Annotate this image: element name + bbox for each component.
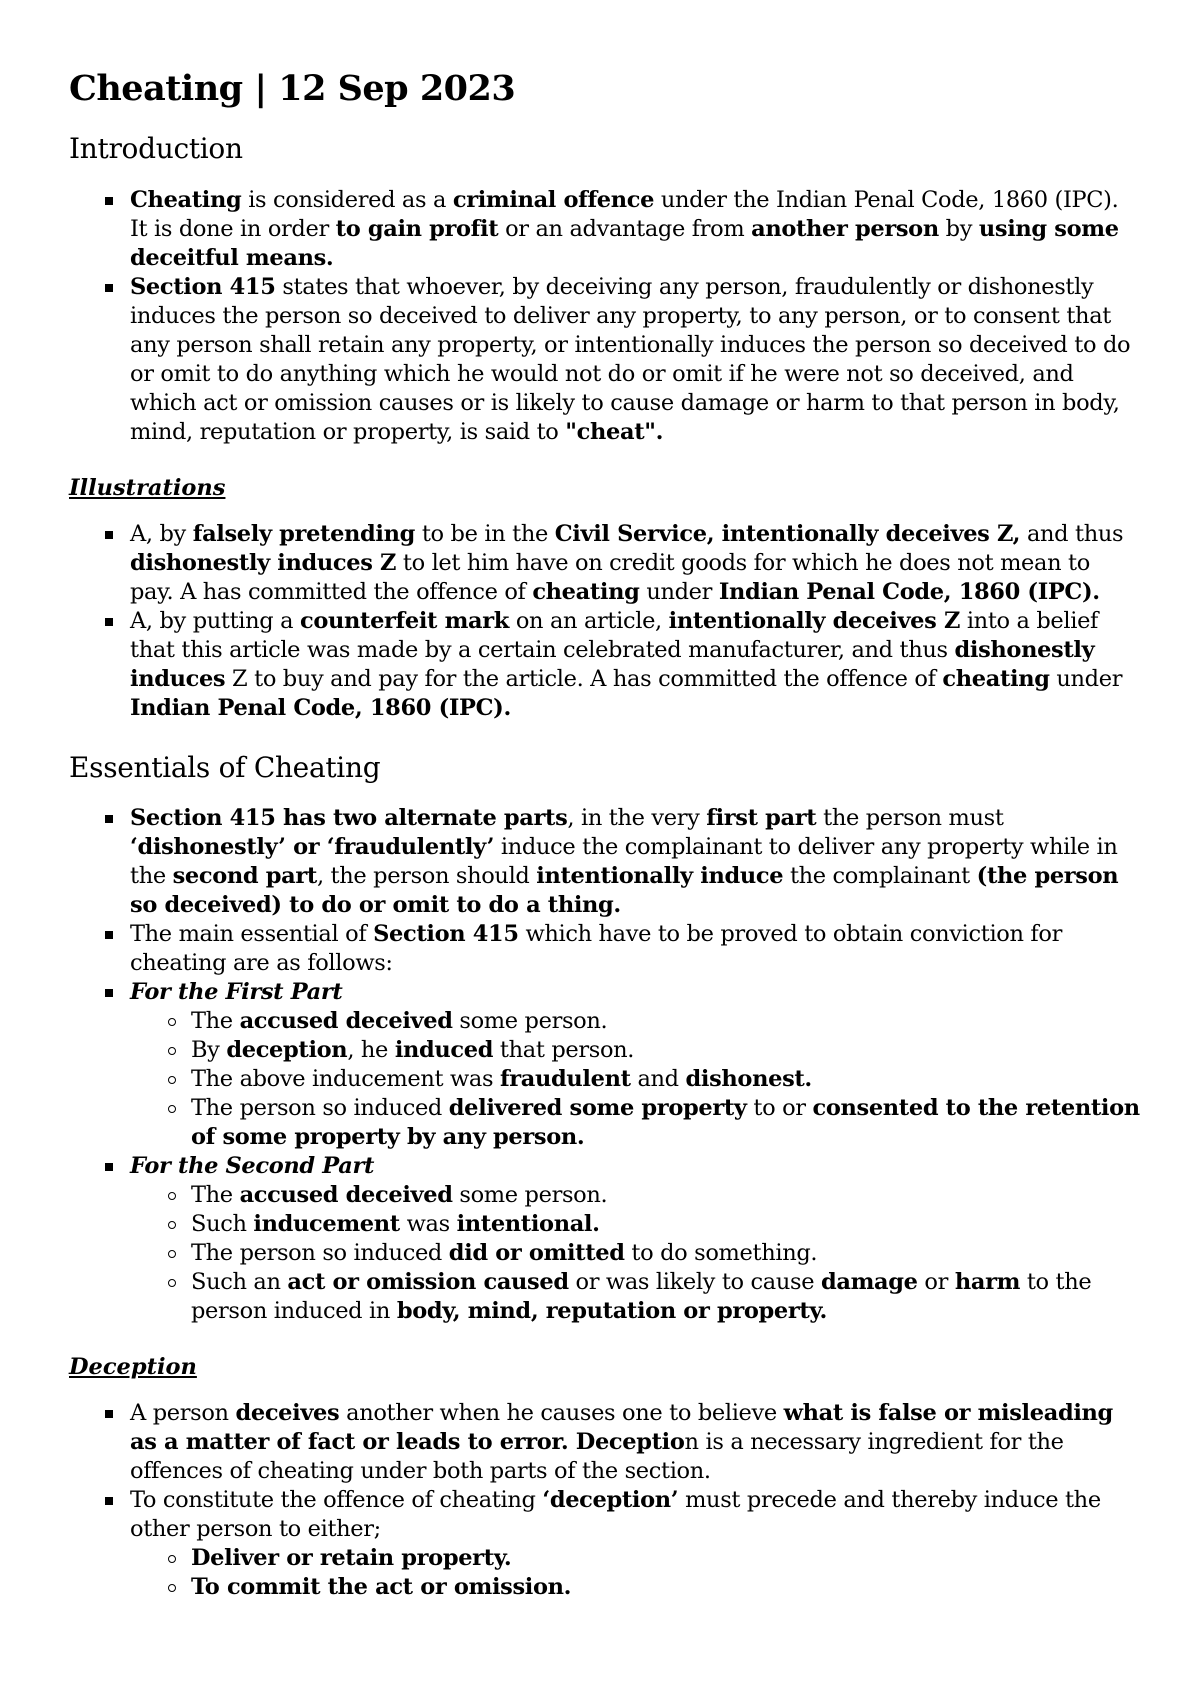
list-item bbox=[69, 1152, 1140, 1326]
text-run: was bbox=[399, 1211, 457, 1238]
text-run: the complainant bbox=[783, 863, 977, 890]
text-run: another person bbox=[751, 215, 939, 242]
text-run: dishonestly induces bbox=[130, 636, 1095, 692]
text-run: The bbox=[191, 1182, 240, 1209]
sub-list-item bbox=[130, 1007, 1140, 1036]
list-item bbox=[69, 520, 1140, 607]
list-item bbox=[69, 804, 1140, 920]
list-item bbox=[69, 1399, 1140, 1486]
second-part-list bbox=[130, 1181, 1140, 1326]
text-run: must precede and thereby induce the other person to either; bbox=[130, 1487, 1101, 1543]
list-item bbox=[69, 920, 1140, 978]
text-run: The bbox=[191, 1008, 240, 1035]
text-run: by bbox=[938, 215, 979, 242]
sub-list-item bbox=[130, 1036, 1140, 1065]
text-run: A, by bbox=[130, 520, 193, 547]
text-run: dishonest. bbox=[685, 1066, 812, 1093]
text-run: Deliver or retain property. bbox=[191, 1545, 512, 1572]
text-run: to gain profit bbox=[335, 215, 499, 242]
text-run: By bbox=[191, 1037, 227, 1064]
sub-list-item bbox=[130, 1065, 1140, 1094]
text-run: The main essential of bbox=[130, 921, 374, 948]
text-run: on an article, bbox=[509, 607, 669, 634]
deception-sub-list bbox=[130, 1544, 1140, 1602]
text-run: criminal offence bbox=[452, 186, 655, 213]
text-run: intentional. bbox=[456, 1211, 600, 1238]
sub-list-item bbox=[130, 1210, 1140, 1239]
text-run: the person must bbox=[816, 805, 1004, 832]
text-run: Z to buy and pay for the article. A has committed the offence of bbox=[225, 665, 943, 692]
text-run: or was likely to cause bbox=[568, 1269, 821, 1296]
text-run: The person so induced bbox=[191, 1095, 449, 1122]
text-run: (the person so deceived) to do or omit to do a thing. bbox=[130, 863, 1119, 919]
text-run: A, by putting a bbox=[130, 607, 301, 634]
text-run: to be in the bbox=[415, 520, 555, 547]
text-run: is considered as a bbox=[241, 186, 453, 213]
text-run: Section 415 bbox=[373, 921, 519, 948]
list-item bbox=[69, 607, 1140, 723]
text-run: did or omitted bbox=[448, 1240, 625, 1267]
illustrations-list bbox=[69, 520, 1140, 723]
text-run: and bbox=[630, 1066, 686, 1093]
text-run: , the person should bbox=[316, 863, 537, 890]
text-run: , he bbox=[347, 1037, 395, 1064]
text-run: delivered some property bbox=[448, 1095, 747, 1122]
sub-list-item bbox=[130, 1544, 1140, 1573]
text-run: inducement bbox=[253, 1211, 400, 1238]
text-run: what is false or misleading as a matter of fact or leads to error. Deceptio bbox=[130, 1400, 1113, 1456]
text-run: Indian Penal Code, 1860 (IPC). bbox=[718, 578, 1100, 605]
text-run: Such an bbox=[191, 1269, 288, 1296]
text-run: to let him have on credit goods for which he does not mean to pay. A has committed the offence of bbox=[130, 549, 1090, 605]
text-run: , in the very bbox=[567, 805, 707, 832]
text-run: Civil Service, intentionally deceives Z, bbox=[554, 520, 1021, 547]
text-run: induce the complainant to deliver any property while in the bbox=[130, 834, 1118, 890]
first-part-label: For the First Part bbox=[130, 979, 343, 1006]
text-run: Indian Penal Code, 1860 (IPC). bbox=[130, 694, 511, 721]
text-run: counterfeit mark bbox=[300, 607, 510, 634]
introduction-list bbox=[69, 186, 1140, 447]
sub-list-item bbox=[130, 1268, 1140, 1326]
second-part-label: For the Second Part bbox=[130, 1153, 375, 1180]
text-run: falsely pretending bbox=[192, 520, 416, 547]
text-run: deception bbox=[226, 1037, 348, 1064]
sub-list-item bbox=[130, 1181, 1140, 1210]
deception-list bbox=[69, 1399, 1140, 1602]
text-run: The person so induced bbox=[191, 1240, 449, 1267]
page-title: Cheating | 12 Sep 2023 bbox=[69, 68, 516, 109]
text-run: to the person induced in bbox=[191, 1269, 1092, 1325]
text-run: induced bbox=[394, 1037, 494, 1064]
text-run: Such bbox=[191, 1211, 254, 1238]
subheading-deception: Deception bbox=[69, 1354, 197, 1381]
text-run: that person. bbox=[493, 1037, 635, 1064]
text-run: states that whoever, by deceiving any person, fraudulently or dishonestly induces the person so deceived to deliver any property, to any person, or to consent that any person shall retain any property, or intentionally induces the person so deceived to do or omit to do anything which he would not do or omit if he were not so deceived, and which act or omission causes or is likely to cause damage or harm to that person in body, mind, reputation or property, is said to bbox=[130, 273, 1131, 445]
text-run: consented to the retention of some property by any person. bbox=[191, 1095, 1140, 1151]
first-part-list bbox=[130, 1007, 1140, 1152]
text-run: dishonestly induces Z bbox=[130, 549, 397, 576]
text-run: under bbox=[1049, 665, 1123, 692]
sub-list-item bbox=[130, 1239, 1140, 1268]
list-item bbox=[69, 1486, 1140, 1602]
text-run: to or bbox=[746, 1095, 813, 1122]
text-run: "cheat". bbox=[565, 418, 664, 445]
text-run: another when he causes one to believe bbox=[339, 1400, 784, 1427]
sub-list-item bbox=[130, 1573, 1140, 1602]
text-run: first part bbox=[706, 805, 817, 832]
text-run: ‘deception’ bbox=[542, 1487, 679, 1514]
text-run: under the Indian Penal Code, 1860 (IPC). It is done in order bbox=[130, 186, 1119, 242]
text-run: ‘dishonestly’ or ‘fraudulently’ bbox=[130, 834, 495, 861]
text-run: Section 415 has two alternate parts bbox=[130, 805, 568, 832]
text-run: which have to be proved to obtain conviction for cheating are as follows: bbox=[130, 921, 1063, 977]
text-run: To constitute the offence of cheating bbox=[130, 1487, 543, 1514]
essentials-list bbox=[69, 804, 1140, 1326]
subheading-illustrations: Illustrations bbox=[69, 474, 226, 501]
text-run: A person bbox=[130, 1400, 236, 1427]
text-run: some person. bbox=[452, 1008, 608, 1035]
text-run: damage bbox=[820, 1269, 918, 1296]
list-item bbox=[69, 273, 1140, 447]
text-run: some person. bbox=[452, 1182, 608, 1209]
text-run: Cheating bbox=[130, 186, 242, 213]
text-run: second part bbox=[172, 863, 317, 890]
text-run: n is a necessary ingredient for the offences of cheating under both parts of the section. bbox=[130, 1429, 1064, 1485]
text-run: harm bbox=[954, 1269, 1021, 1296]
text-run: or an advantage from bbox=[498, 215, 752, 242]
list-item bbox=[69, 978, 1140, 1152]
text-run: accused deceived bbox=[239, 1008, 453, 1035]
text-run: under bbox=[639, 578, 719, 605]
text-run: to do something. bbox=[624, 1240, 818, 1267]
text-run: using some deceitful means. bbox=[130, 215, 1119, 271]
text-run: cheating bbox=[532, 578, 640, 605]
text-run: deceives bbox=[235, 1400, 340, 1427]
text-run: or bbox=[917, 1269, 955, 1296]
text-run: accused deceived bbox=[239, 1182, 453, 1209]
text-run: intentionally induce bbox=[536, 863, 784, 890]
text-run: To commit the act or omission. bbox=[191, 1574, 572, 1601]
section-heading-essentials: Essentials of Cheating bbox=[69, 750, 381, 784]
text-run: cheating bbox=[942, 665, 1050, 692]
text-run: fraudulent bbox=[499, 1066, 631, 1093]
text-run: act or omission caused bbox=[287, 1269, 569, 1296]
text-run: into a belief that this article was made by a certain celebrated manufacturer, and thus bbox=[130, 607, 1099, 663]
text-run: The above inducement was bbox=[191, 1066, 500, 1093]
list-item bbox=[69, 186, 1140, 273]
text-run: body, mind, reputation or property. bbox=[396, 1298, 828, 1325]
text-run: and thus bbox=[1020, 520, 1124, 547]
sub-list-item bbox=[130, 1094, 1140, 1152]
text-run: Section 415 bbox=[130, 273, 276, 300]
text-run: intentionally deceives Z bbox=[668, 607, 961, 634]
section-heading-introduction: Introduction bbox=[69, 132, 243, 165]
